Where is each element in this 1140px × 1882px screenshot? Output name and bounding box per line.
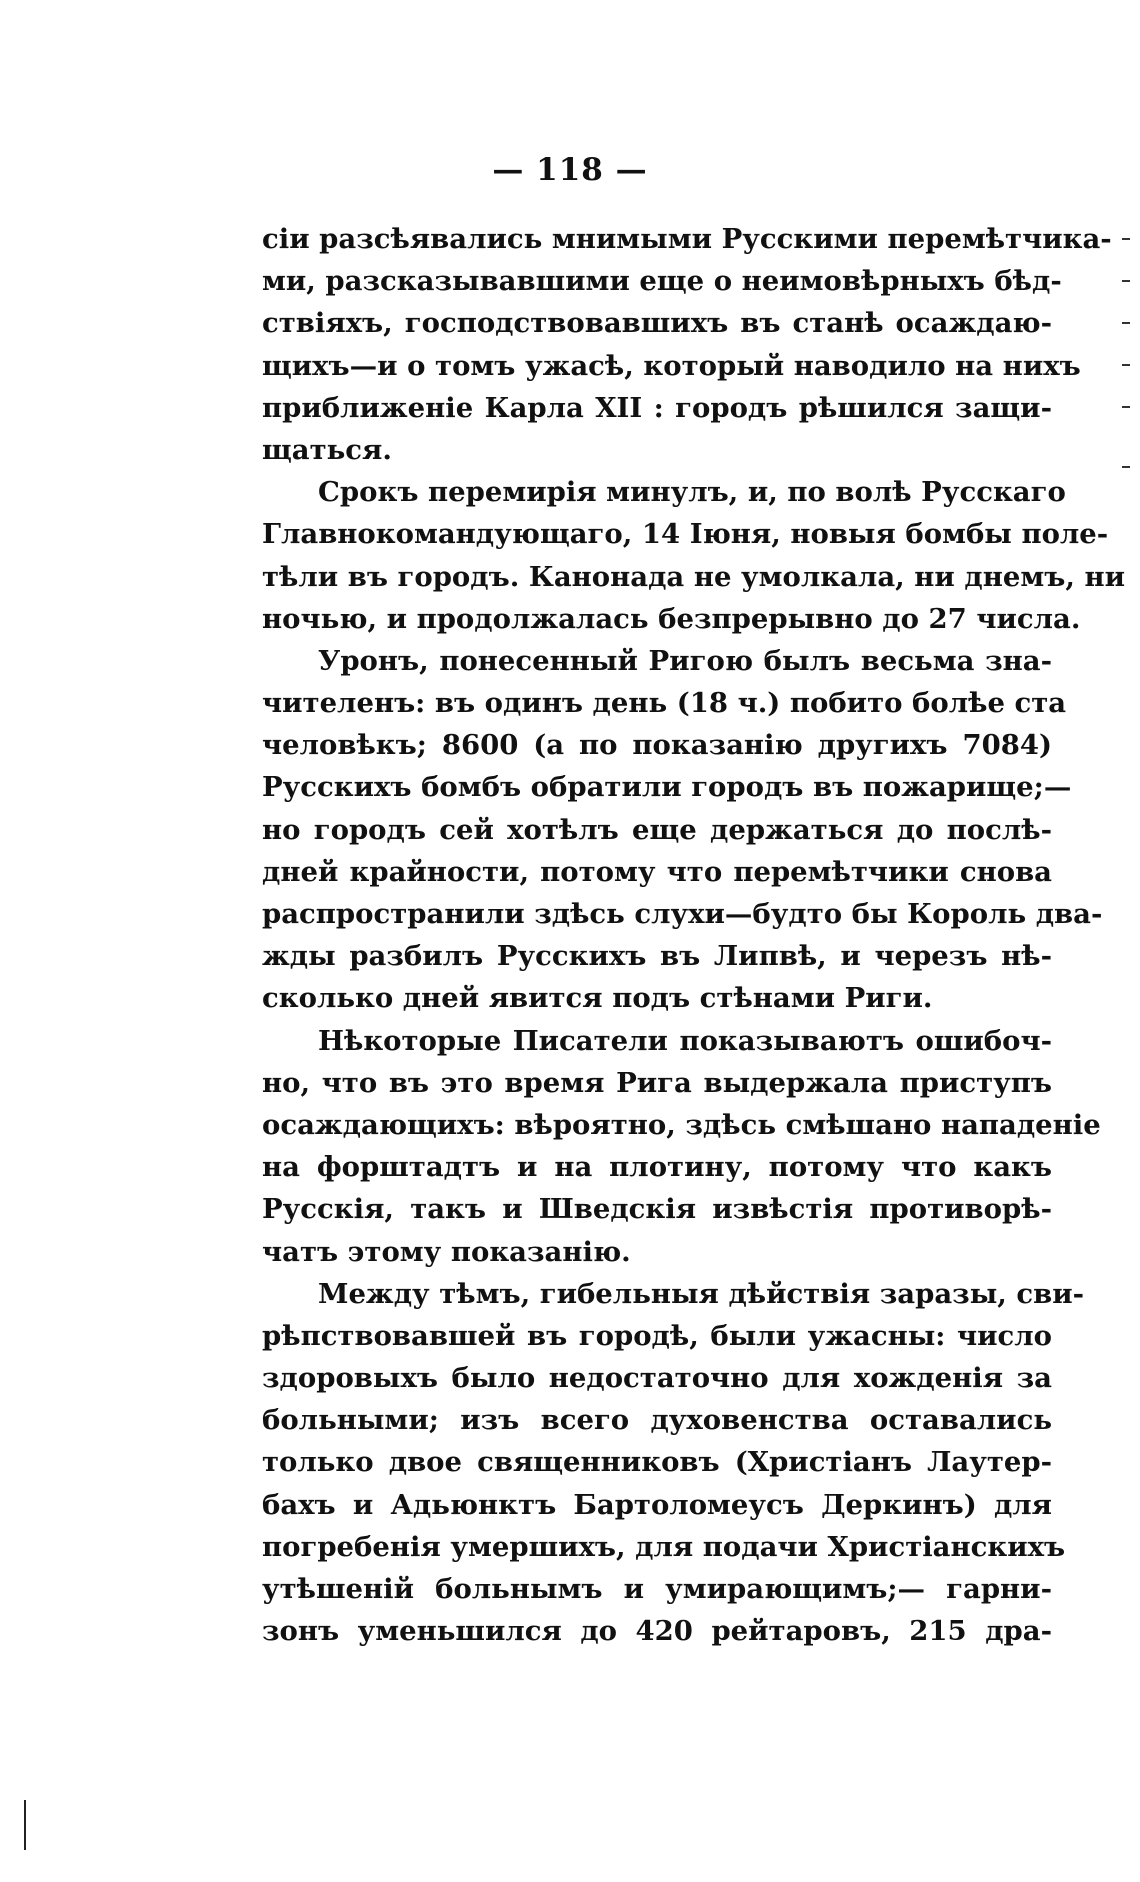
text-line: сколько дней явится подъ стѣнами Риги. <box>262 982 933 1015</box>
text-line: жды разбилъ Русскихъ въ Липвѣ, и черезъ нѣ- <box>262 940 1052 973</box>
text-line: Между тѣмъ, гибельныя дѣйствiя заразы, сви- <box>318 1277 1085 1310</box>
text-line: щаться. <box>262 433 392 466</box>
body-text <box>262 218 1125 1652</box>
text-line: Главнокомандующаго, 14 Iюня, новыя бомбы поле- <box>262 518 1109 551</box>
text-line: погребенiя умершихъ, для подачи Христiанскихъ <box>262 1530 1066 1563</box>
text-line: тѣли въ городъ. Канонада не умолкала, ни днемъ, ни <box>262 560 1125 593</box>
text-line: сiи разсѣявались мнимыми Русскими перемѣтчика- <box>262 223 1112 255</box>
text-line: больными; изъ всего духовенства оставались <box>262 1404 1052 1437</box>
page-number: — 118 — <box>492 152 648 188</box>
text-line: человѣкъ; 8600 (а по показанiю другихъ 7084) <box>262 729 1052 762</box>
text-line: приближенiе Карла XII : городъ рѣшился защи- <box>262 391 1052 424</box>
text-line: но, что въ это время Рига выдержала приступъ <box>262 1066 1052 1099</box>
text-line: ночью, и продолжалась безпрерывно до 27 числа. <box>262 602 1081 635</box>
text-line: зонъ уменьшился до 420 рейтаровъ, 215 дра- <box>262 1615 1052 1648</box>
margin-marks <box>1110 230 1140 630</box>
text-line: дней крайности, потому что перемѣтчики снова <box>262 855 1052 888</box>
text-line: здоровыхъ было недостаточно для хожденiя за <box>262 1362 1052 1395</box>
text-line: щихъ—и о томъ ужасѣ, который наводило на нихъ <box>262 349 1081 382</box>
text-line: чатъ этому показанiю. <box>262 1235 631 1268</box>
text-line: бахъ и Адьюнктъ Бартоломеусъ Деркинъ) для <box>262 1488 1052 1521</box>
text-line: ствiяхъ, господствовавшихъ въ станѣ осаждаю- <box>262 307 1052 340</box>
text-line: Уронъ, понесенный Ригою былъ весьма зна- <box>318 644 1052 677</box>
text-line: только двое священниковъ (Христiанъ Лаутер- <box>262 1446 1052 1479</box>
text-line: Нѣкоторые Писатели показываютъ ошибоч- <box>318 1024 1052 1057</box>
text-line: осаждающихъ: вѣроятно, здѣсь смѣшано нападенiе <box>262 1108 1101 1141</box>
text-line: распространили здѣсь слухи—будто бы Король два- <box>262 898 1103 930</box>
text-line: Русскихъ бомбъ обратили городъ въ пожарище;— <box>262 771 1072 804</box>
text-line: на форштадтъ и на плотину, потому что какъ <box>262 1151 1052 1184</box>
text-line: ми, разсказывавшими еще о неимовѣрныхъ бѣд- <box>262 265 1062 298</box>
text-line: но городъ сей хотѣлъ еще держаться до послѣ- <box>262 813 1052 846</box>
text-line: чителенъ: въ одинъ день (18 ч.) побито болѣе ста <box>262 687 1067 720</box>
text-line: Русскiя, такъ и Шведскiя извѣстiя противорѣ- <box>262 1193 1052 1226</box>
scan-edge-mark <box>24 1800 26 1850</box>
text-line: Срокъ перемирiя минулъ, и, по волѣ Русскаго <box>318 476 1066 509</box>
text-line: утѣшенiй больнымъ и умирающимъ;— гарни- <box>262 1573 1052 1605</box>
text-line: рѣпствовавшей въ городѣ, были ужасны: число <box>262 1319 1052 1352</box>
